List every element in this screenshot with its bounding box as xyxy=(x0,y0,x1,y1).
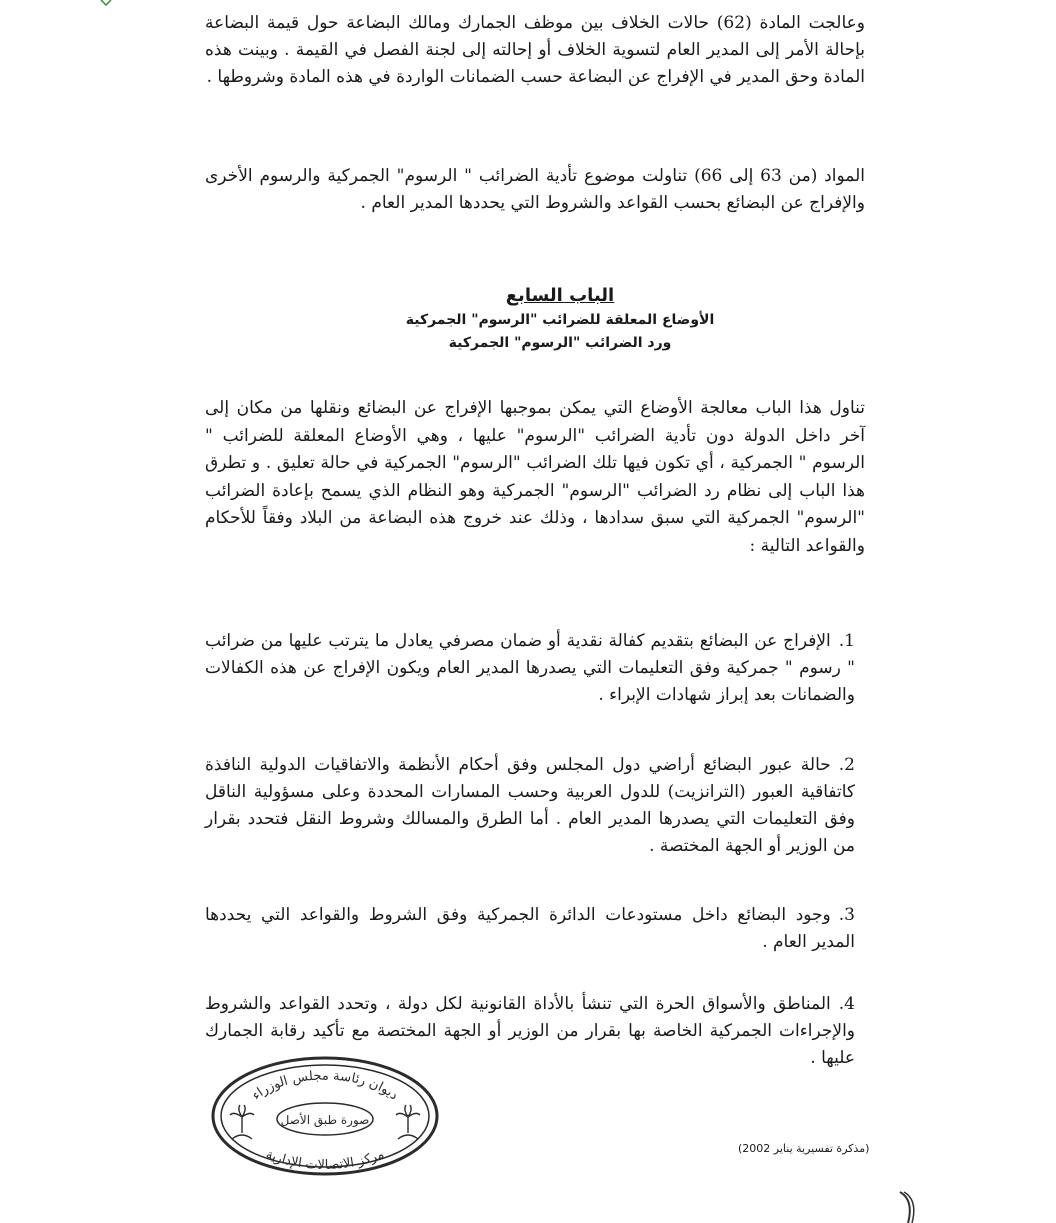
chapter-title: الباب السابع xyxy=(505,285,615,306)
stamp-bottom-text: مركز الاتصالات الإدارية xyxy=(263,1146,387,1173)
paragraph-article-62: وعالجت المادة (62) حالات الخلاف بين موظف الجمارك ومالك البضاعة حول قيمة البضاعة بإحالة الأمر إلى المدير العام لتسوية الخلاف أو إحالته إلى لجنة الفصل في القيمة . وبينت هذه المادة وحق المدير في الإفراج عن البضاعة حسب الضمانات الواردة في هذه المادة وشروطها . xyxy=(205,13,865,87)
chapter-subtitle-2: ورد الضرائب "الرسوم" الجمركية xyxy=(448,335,672,351)
palm-swords-emblem-icon xyxy=(230,1105,254,1139)
chapter-subtitle-1: الأوضاع المعلقة للضرائب "الرسوم" الجمركية xyxy=(405,312,715,328)
list-item xyxy=(205,628,855,709)
palm-swords-emblem-icon xyxy=(396,1105,420,1139)
list-item-number: 2. xyxy=(838,755,855,775)
list-item xyxy=(205,902,855,956)
footnote: (مذكرة تفسيرية يناير 2002) xyxy=(738,1142,870,1155)
list-item-text: حالة عبور البضائع أراضي دول المجلس وفق أحكام الأنظمة والاتفاقيات الدولية النافذة كاتفاقية العبور (الترانزيت) للدول العربية وحسب المسارات المحددة وعلى مسؤولية الناقل وفق التعليمات التي يصدرها المدير العام . أما الطرق والمسالك وشروط النقل فتحدد بقرار من الوزير أو الجهة المختصة . xyxy=(205,755,855,856)
list-item-number: 4. xyxy=(838,994,855,1014)
list-item-text: الإفراج عن البضائع بتقديم كفالة نقدية أو ضمان مصرفي يعادل ما يترتب عليها من ضرائب " رسوم " جمركية وفق التعليمات التي يصدرها المدير العام ويكون الإفراج عن هذه الكفالات والضمانات بعد إبراز شهادات الإبراء . xyxy=(205,631,855,705)
stamp-center-text: صورة طبق الأصل xyxy=(280,1113,370,1127)
list-item-number: 1. xyxy=(838,631,855,651)
list-item-number: 3. xyxy=(838,905,855,925)
chapter-heading xyxy=(300,283,820,355)
list-item-text: وجود البضائع داخل مستودعات الدائرة الجمركية وفق الشروط والقواعد التي يحددها المدير العام . xyxy=(205,905,855,952)
official-stamp xyxy=(210,1055,440,1177)
paragraph-chapter-intro: تناول هذا الباب معالجة الأوضاع التي يمكن بموجبها الإفراج عن البضائع ونقلها من مكان إلى آخر داخل الدولة دون تأدية الضرائب "الرسوم" عليها ، وهي الأوضاع المعلقة للضرائب " الرسوم " الجمركية ، أي تكون فيها تلك الضرائب "الرسوم" الجمركية في حالة تعليق . و تطرق هذا الباب إلى نظام رد الضرائب "الرسوم" الجمركية وهو النظام الذي يسمح بإعادة الضرائب "الرسوم" الجمركية التي سبق سدادها ، وذلك عند خروج هذه البضاعة من البلاد وفقاً للأحكام والقواعد التالية : xyxy=(205,398,865,556)
scan-edge-mark xyxy=(100,0,112,6)
scan-corner-mark xyxy=(896,1190,926,1223)
list-item-text: المناطق والأسواق الحرة التي تنشأ بالأداة القانونية لكل دولة ، وتحدد القواعد والشروط والإجراءات الجمركية الخاصة بها بقرار من الوزير أو الجهة المختصة مع تأكيد رقابة الجمارك عليها . xyxy=(205,994,855,1068)
paragraph-articles-63-66: المواد (من 63 إلى 66) تناولت موضوع تأدية الضرائب " الرسوم" الجمركية والرسوم الأخرى والإفراج عن البضائع بحسب القواعد والشروط التي يحددها المدير العام . xyxy=(205,166,865,213)
list-item xyxy=(205,752,855,860)
stamp-top-text: ديوان رئاسة مجلس الوزراء xyxy=(249,1068,401,1104)
